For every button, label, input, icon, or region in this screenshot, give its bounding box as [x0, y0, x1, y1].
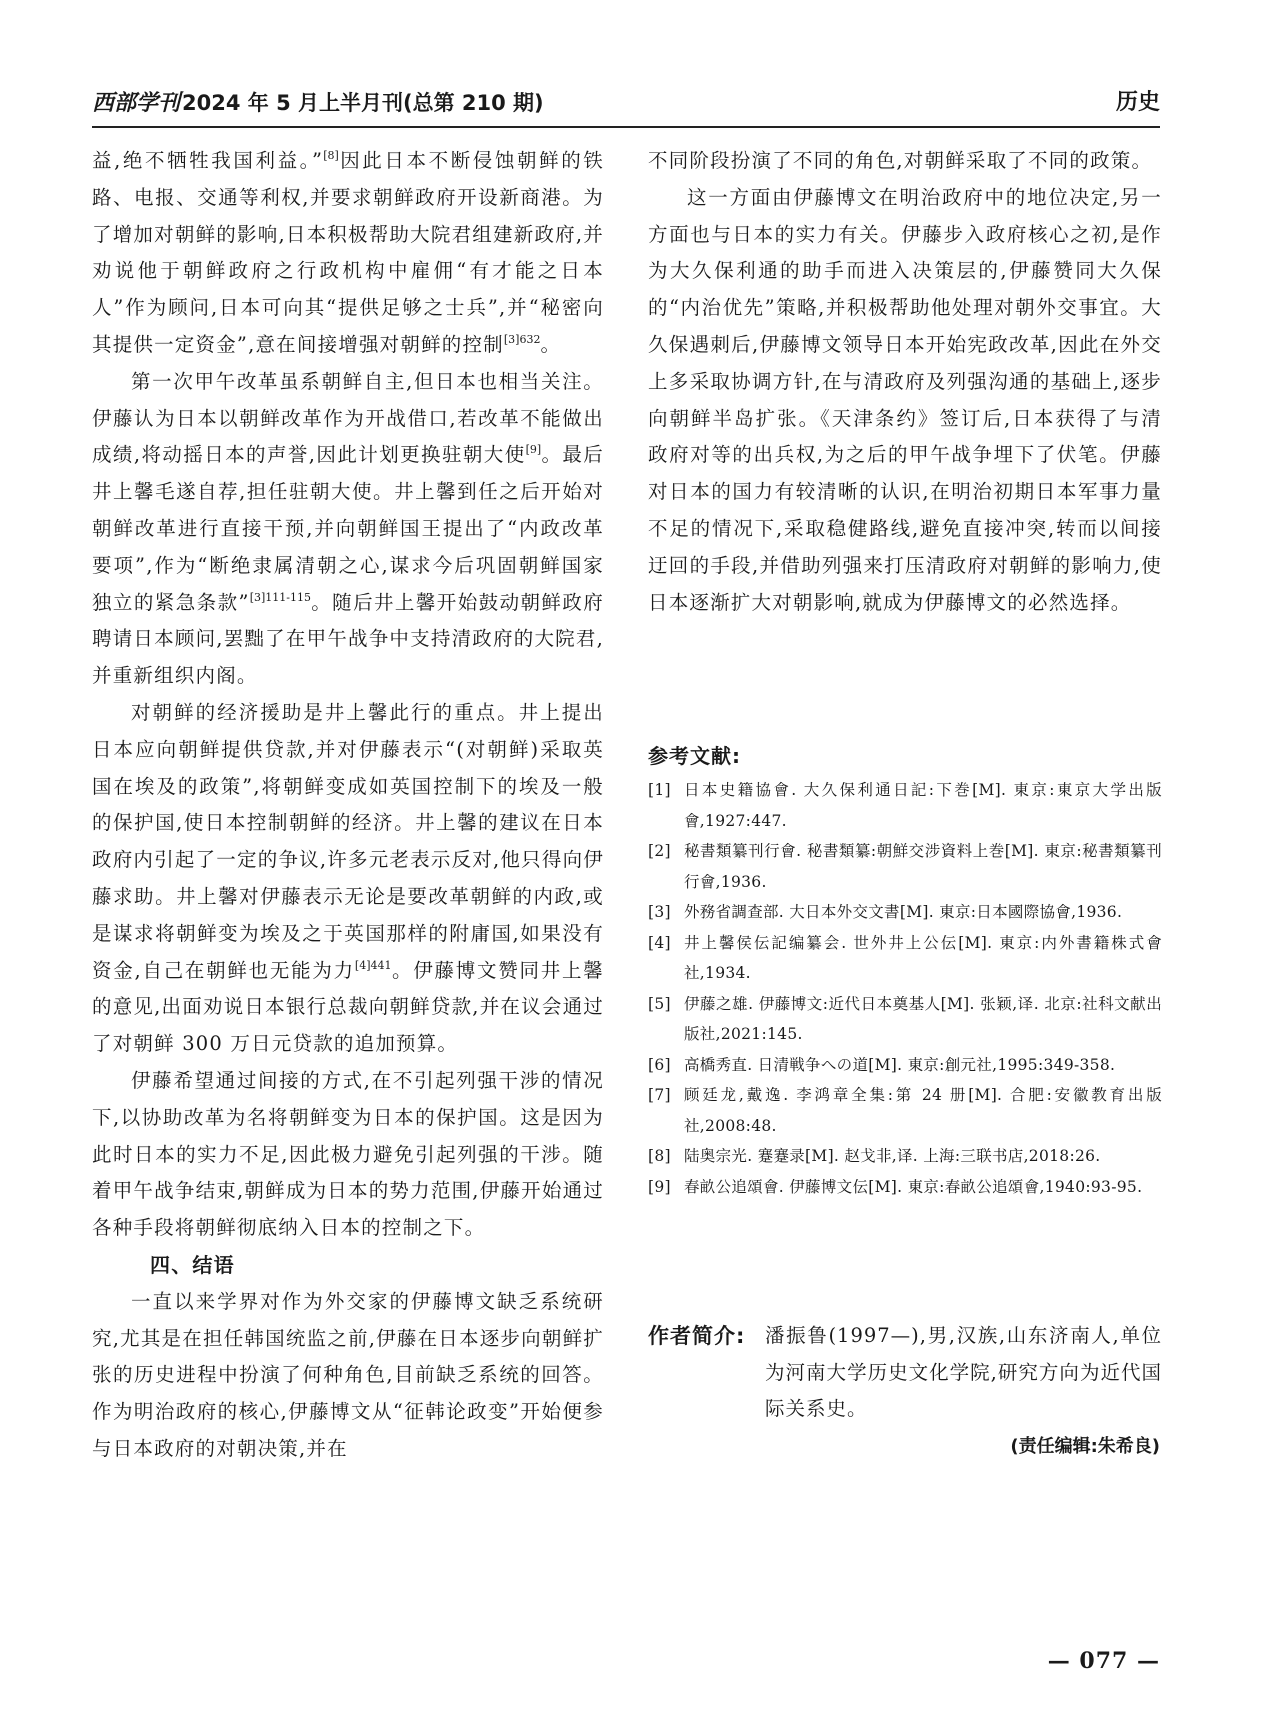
citation: [3]632 [503, 332, 541, 346]
reference-item: [7] 顾廷龙,戴逸. 李鸿章全集:第 24 册[M]. 合肥:安徽教育出版社,2008:48. [648, 1086, 1162, 1135]
paragraph: 这一方面由伊藤博文在明治政府中的地位决定,另一方面也与日本的实力有关。伊藤步入政府核心之初,是作为大久保利通的助手而进入决策层的,伊藤赞同大久保的“内治优先”策略,并积极帮助他处理对朝外交事宜。大久保遇刺后,伊藤博文领导日本开始宪政改革,因此在外交上多采取协调方针,在与清政府及列强沟通的基础上,逐步向朝鲜半岛扩张。《天津条约》签订后,日本获得了与清政府对等的出兵权,为之后的甲午战争埋下了伏笔。伊藤对日本的国力有较清晰的认识,在明治初期日本军事力量不足的情况下,采取稳健路线,避免直接冲突,转而以间接迂回的手段,并借助列强来打压清政府对朝鲜的影响力,使日本逐渐扩大对朝影响,就成为伊藤博文的必然选择。 [648, 185, 1162, 614]
responsible-editor: (责任编辑:朱希良) [1010, 1436, 1160, 1457]
journal-logo: 西部学刊 [92, 90, 181, 116]
citation: [4]441 [354, 958, 392, 972]
paragraph: 不同阶段扮演了不同的角色,对朝鲜采取了不同的政策。 [648, 149, 1153, 172]
reference-item: [9] 春畝公追頌會. 伊藤博文伝[M]. 東京:春畝公追頌會,1940:93-95. [648, 1177, 1143, 1196]
citation: [9] [525, 443, 542, 457]
reference-item: [4] 井上馨侯伝記编纂会. 世外井上公伝[M]. 東京:内外書籍株式會社,1934. [648, 933, 1162, 982]
author-bio-label: 作者简介: [648, 1324, 746, 1348]
header-rule [92, 126, 1160, 128]
page-number: — 077 — [1047, 1648, 1160, 1674]
citation: [3]111-115 [249, 590, 311, 604]
paragraph: 益,绝不牺牲我国利益。”[8]因此日本不断侵蚀朝鲜的铁路、电报、交通等利权,并要求朝鲜政府开设新商港。为了增加对朝鲜的影响,日本积极帮助大院君组建新政府,并劝说他于朝鲜政府之行政机构中雇佣“有才能之日本人”作为顾问,日本可向其“提供足够之士兵”,并“秘密向其提供一定资金”,意在间接增强对朝鲜的控制$^{[3]632}$。 [92, 149, 604, 356]
references-list [648, 775, 1162, 1202]
reference-item: [6] 高橋秀直. 日清戦争への道[M]. 東京:創元社,1995:349-358. [648, 1055, 1116, 1074]
paragraph: 伊藤希望通过间接的方式,在不引起列强干涉的情况下,以协助改革为名将朝鲜变为日本的保护国。这是因为此时日本的实力不足,因此极力避免引起列强的干涉。随着甲午战争结束,朝鲜成为日本的势力范围,伊藤开始通过各种手段将朝鲜彻底纳入日本的控制之下。 [92, 1068, 604, 1240]
citation: [8] [323, 149, 339, 162]
author-bio [648, 1318, 1162, 1428]
section-label: 历史 [1115, 90, 1160, 115]
reference-item: [5] 伊藤之雄. 伊藤博文:近代日本奠基人[M]. 张颖,译. 北京:社科文献出版社,2021:145. [648, 994, 1162, 1043]
left-column [92, 143, 604, 1468]
paragraph: 一直以来学界对作为外交家的伊藤博文缺乏系统研究,尤其是在担任韩国统监之前,伊藤在日本逐步向朝鲜扩张的历史进程中扮演了何种角色,目前缺乏系统的回答。作为明治政府的核心,伊藤博文从“征韩论政变”开始便参与日本政府的对朝决策,并在 [92, 1289, 604, 1460]
reference-item: [1] 日本史籍協會. 大久保利通日記:下巻[M]. 東京:東京大学出版會,1927:447. [648, 781, 1162, 830]
reference-item: [8] 陆奥宗光. 蹇蹇录[M]. 赵戈非,译. 上海:三联书店,2018:26. [648, 1147, 1101, 1165]
paragraph: 第一次甲午改革虽系朝鲜自主,但日本也相当关注。伊藤认为日本以朝鲜改革作为开战借口,若改革不能做出成绩,将动摇日本的声誉,因此计划更换驻朝大使[9]。最后井上馨毛遂自荐,担任驻朝大使。井上馨到任之后开始对朝鲜改革进行直接干预,并向朝鲜国王提出了“内政改革要项”,作为“断绝隶属清朝之心,谋求今后巩固朝鲜国家独立的紧急条款”$^{[3]111-115}$。随后井上馨开始鼓动朝鲜政府聘请日本顾问,罢黜了在甲午战争中支持清政府的大院君,并重新组织内阁。 [92, 369, 604, 688]
paragraph: 对朝鲜的经济援助是井上馨此行的重点。井上提出日本应向朝鲜提供贷款,并对伊藤表示“(对朝鲜)采取英国在埃及的政策”,将朝鲜变成如英国控制下的埃及一般的保护国,使日本控制朝鲜的经济。井上馨的建议在日本政府内引起了一定的争议,许多元老表示反对,他只得向伊藤求助。井上馨对伊藤表示无论是要改革朝鲜的内政,或是谋求将朝鲜变为埃及之于英国那样的附庸国,如果没有资金,自己在朝鲜也无能为力$^{[4]441}$。伊藤博文赞同井上馨的意见,出面劝说日本银行总裁向朝鲜贷款,并在议会通过了对朝鲜 300 万日元贷款的追加预算。 [92, 700, 604, 1056]
author-bio-text: 潘振鲁(1997—),男,汉族,山东济南人,单位为河南大学历史文化学院,研究方向为近代国际关系史。 [765, 1324, 1162, 1420]
references-title: 参考文献: [648, 744, 741, 768]
journal-issue-line [92, 86, 544, 120]
section-heading: 四、结语 [150, 1252, 235, 1277]
right-column [648, 143, 1162, 621]
reference-item: [2] 秘書類纂刊行會. 秘書類纂:朝鮮交涉資料上巻[M]. 東京:秘書類纂刊行會,1936. [648, 842, 1162, 891]
page-header [92, 86, 1160, 120]
reference-item: [3] 外務省調查部. 大日本外交文書[M]. 東京:日本國際協會,1936. [648, 903, 1123, 921]
issue-label: 2024 年 5 月上半月刊(总第 210 期) [182, 91, 544, 115]
